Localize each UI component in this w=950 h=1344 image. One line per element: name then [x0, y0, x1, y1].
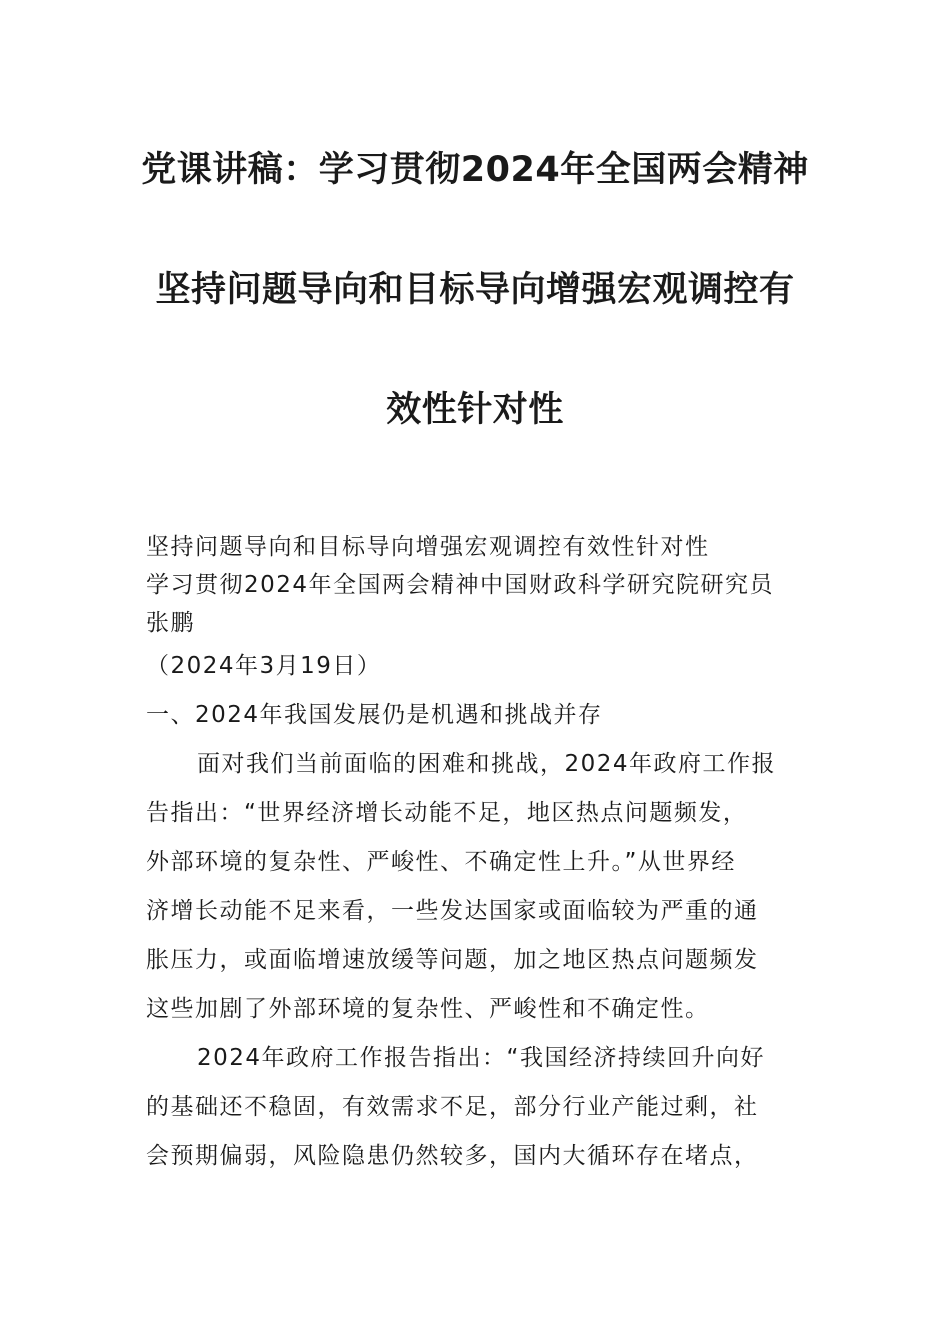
title-line-2: 坚持问题导向和目标导向增强宏观调控有	[155, 270, 795, 310]
subtitle-line: 坚持问题导向和目标导向增强宏观调控有效性针对性	[146, 534, 710, 560]
date-line: （2024年3月19日）	[146, 653, 382, 679]
paragraph-line: 外部环境的复杂性、严峻性、不确定性上升。”从世界经	[146, 849, 736, 875]
paragraph-1	[146, 740, 810, 1034]
paragraph-line: 会预期偏弱，风险隐患仍然较多，国内大循环存在堵点，	[146, 1143, 759, 1169]
section-heading: 一、2024年我国发展仍是机遇和挑战并存	[146, 702, 603, 728]
paragraph-line: 的基础还不稳固，有效需求不足，部分行业产能过剩，社	[146, 1094, 759, 1120]
document-title	[120, 150, 830, 431]
paragraph-line: 济增长动能不足来看，一些发达国家或面临较为严重的通	[146, 898, 759, 924]
author-line: 张鹏	[146, 610, 195, 636]
paragraph-2	[146, 1034, 810, 1181]
paragraph-line: 面对我们当前面临的困难和挑战，2024年政府工作报	[197, 751, 777, 777]
title-line-3: 效性针对性	[386, 390, 564, 430]
source-line: 学习贯彻2024年全国两会精神中国财政科学研究院研究员	[146, 572, 775, 598]
paragraph-line: 告指出：“世界经济增长动能不足，地区热点问题频发，	[146, 800, 748, 826]
paragraph-line: 这些加剧了外部环境的复杂性、严峻性和不确定性。	[146, 996, 710, 1022]
title-line-1: 党课讲稿：学习贯彻2024年全国两会精神	[141, 150, 809, 190]
paragraph-line: 2024年政府工作报告指出：“我国经济持续回升向好	[197, 1045, 765, 1071]
document-body	[146, 528, 810, 1181]
paragraph-line: 胀压力，或面临增速放缓等问题，加之地区热点问题频发	[146, 947, 759, 973]
